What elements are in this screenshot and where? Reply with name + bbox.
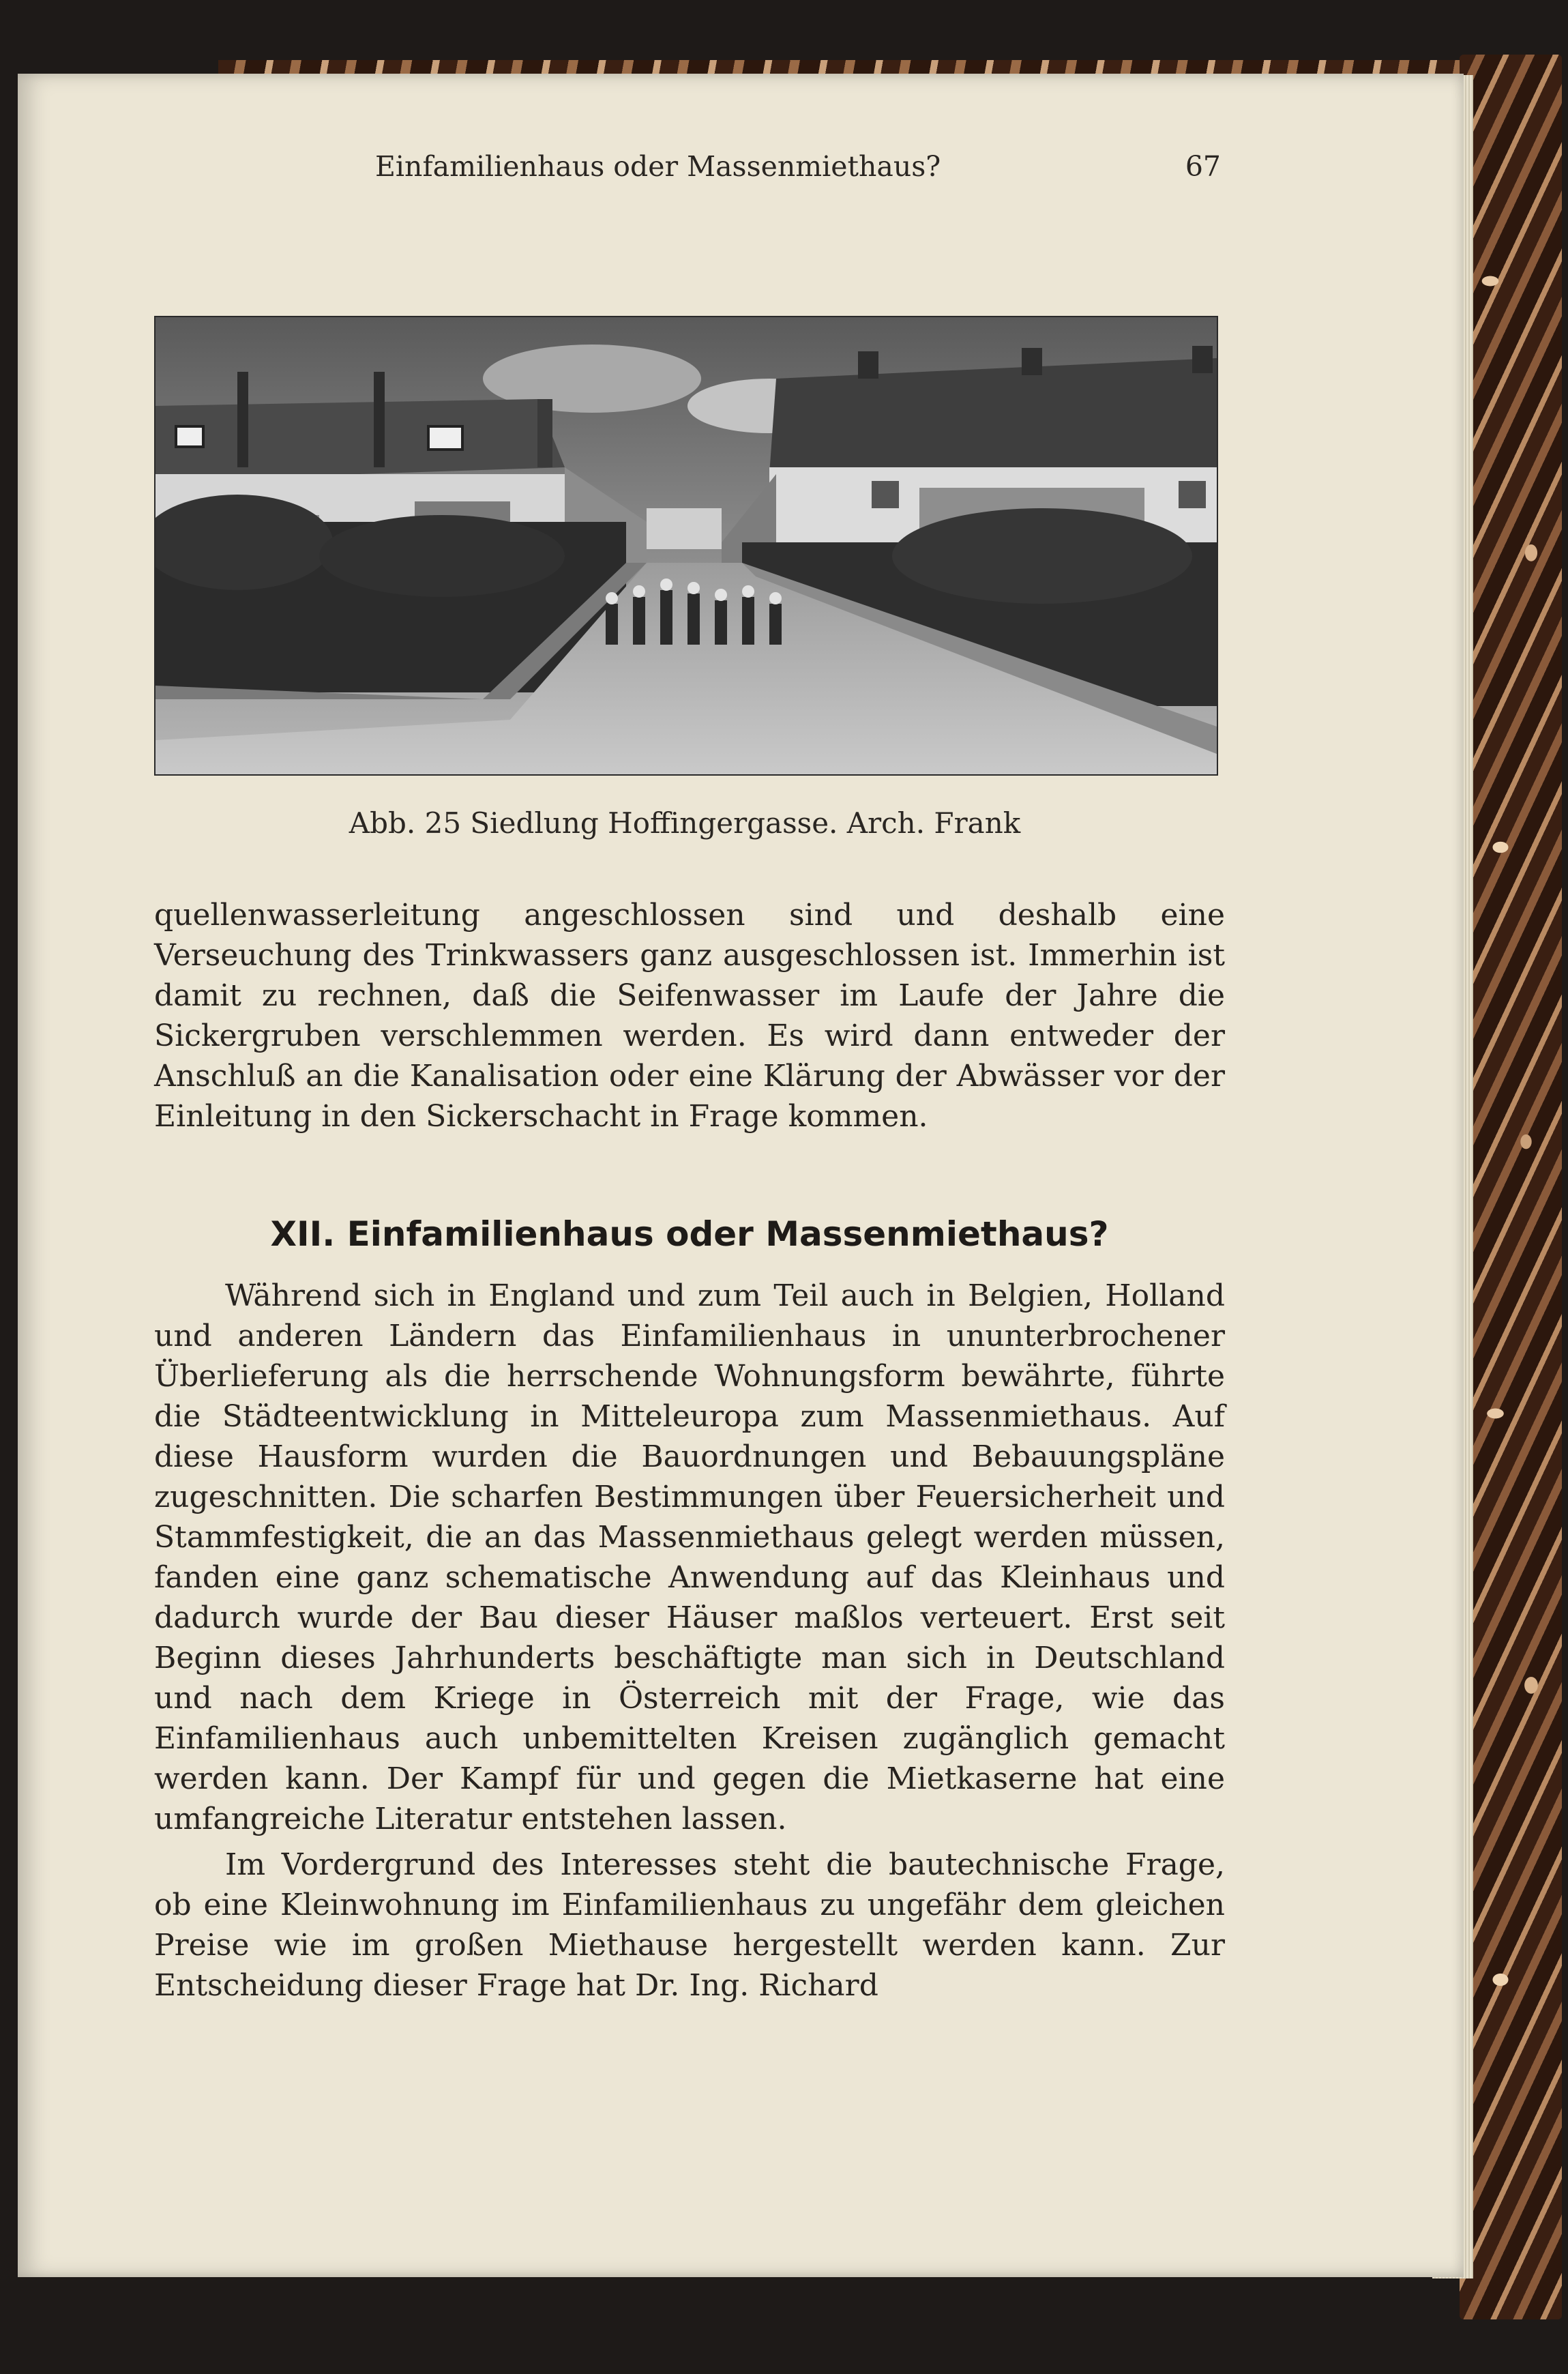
section-text-block <box>154 1276 1225 2006</box>
marbled-book-edge <box>1460 55 1562 2319</box>
section-heading: XII. Einfamilienhaus oder Massenmiethaus? <box>270 1214 1109 1254</box>
running-title: Einfamilienhaus oder Massenmiethaus? <box>375 150 941 183</box>
running-header <box>157 150 1221 191</box>
page-number: 67 <box>1185 150 1221 183</box>
continuation-text-block <box>154 895 1225 1137</box>
continuation-paragraph: quellenwasserleitung angeschlossen sind und deshalb eine Verseuchung des Trinkwassers ganz ausgeschlossen ist. Immerhin ist damit zu rechnen, daß die Seifenwasser im Laufe der Jahre die Sickergruben verschlemmen werden. Es wird dann entweder der Anschluß an die Kanalisation oder eine Klärung der Abwässer vor der Einleitung in den Sickerschacht in Frage kommen. <box>154 898 1225 1134</box>
figure-caption: Abb. 25 Siedlung Hoffingergasse. Arch. Frank <box>349 806 1021 840</box>
settlement-photo <box>154 316 1218 776</box>
section-paragraph-2: Im Vordergrund des Interesses steht die bautechnische Frage, ob eine Kleinwohnung im Einfamilienhaus zu ungefähr dem gleichen Preise wie im großen Miethause hergestellt werden kann. Zur Entscheidung dieser Frage hat Dr. Ing. Richard <box>154 1847 1225 2003</box>
section-paragraph-1: Während sich in England und zum Teil auch in Belgien, Holland und anderen Ländern das Einfamilienhaus in ununterbrochener Überlieferung als die herrschende Wohnungsform bewährte, führte die Städteentwicklung in Mitteleuropa zum Massenmiethaus. Auf diese Hausform wurden die Bauordnungen und Bebauungspläne zugeschnitten. Die scharfen Bestimmungen über Feuersicherheit und Stammfestigkeit, die an das Massenmiethaus gelegt werden müssen, fanden eine ganz schematische Anwendung auf das Kleinhaus und dadurch wurde der Bau dieser Häuser maßlos verteuert. Erst seit Beginn dieses Jahrhunderts beschäftigte man sich in Deutschland und nach dem Kriege in Österreich mit der Frage, wie das Einfamilienhaus auch unbemittelten Kreisen zugänglich gemacht werden kann. Der Kampf für und gegen die Mietkaserne hat eine umfangreiche Literatur entstehen lassen. <box>154 1278 1225 1836</box>
